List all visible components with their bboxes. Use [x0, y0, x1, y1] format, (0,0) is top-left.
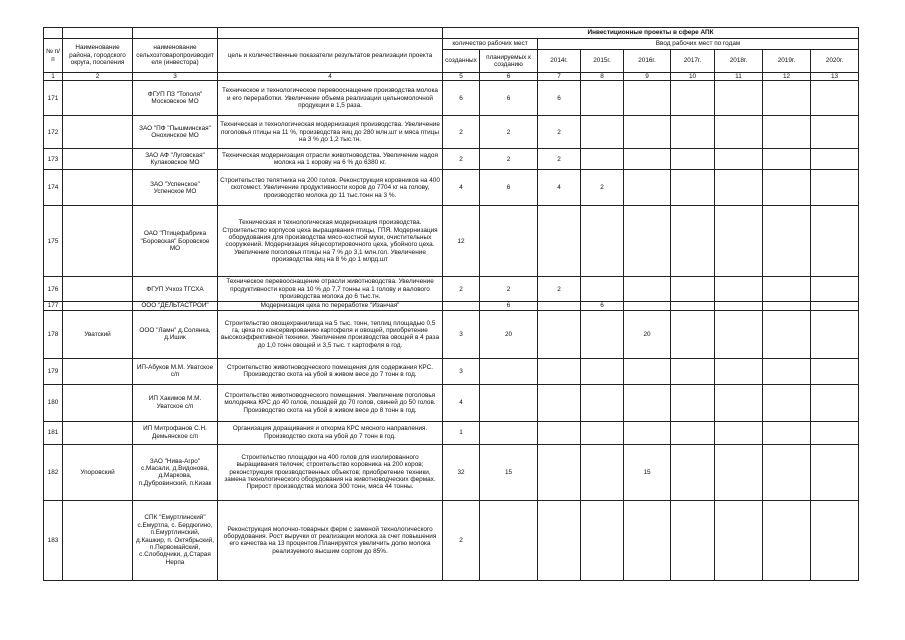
row-year-value: 6 [538, 81, 581, 116]
row-year-value [811, 277, 859, 302]
row-year-value [624, 421, 671, 444]
header-jobs: количество рабочих мест [443, 39, 538, 50]
row-jobs-created: 6 [443, 81, 480, 116]
row-district [63, 384, 133, 421]
row-jobs-created: 3 [443, 310, 480, 358]
table-row [44, 116, 859, 149]
row-number: 180 [44, 384, 63, 421]
row-year-value [671, 206, 715, 277]
row-year-value [581, 500, 624, 580]
row-number: 183 [44, 500, 63, 580]
row-year-value [715, 206, 763, 277]
row-investor: ФГУП Учхоз ТГСХА [133, 277, 218, 302]
column-number: 8 [581, 73, 624, 81]
row-year-value [581, 206, 624, 277]
table-row [44, 310, 859, 358]
row-year-value [624, 81, 671, 116]
row-goals: Техническая модернизация отрасли животноводства. Увеличение надоя молока на 1 корову на 6 % до 6380 кг. [218, 149, 443, 170]
header-district: Наименование района, городского округа, поселения [63, 39, 133, 73]
table-row [44, 421, 859, 444]
row-goals: Строительство животноводческого помещения для содержания КРС. Производство скота на убой в живом весе до 7 тонн в год. [218, 358, 443, 384]
row-number: 177 [44, 302, 63, 310]
header-year: 2016г. [624, 50, 671, 73]
header-year: 2020г. [811, 50, 859, 73]
row-year-value [763, 302, 811, 310]
row-jobs-created: 32 [443, 444, 480, 500]
row-year-value [811, 358, 859, 384]
row-year-value [715, 384, 763, 421]
table-row [44, 444, 859, 500]
row-district: Уватский [63, 310, 133, 358]
row-year-value [715, 310, 763, 358]
table-row [44, 277, 859, 302]
column-number: 3 [133, 73, 218, 81]
row-year-value [715, 500, 763, 580]
header-jobs-intro: Ввод рабочих мест по годам [538, 39, 859, 50]
table-title: Инвестиционные проекты в сфере АПК [443, 28, 859, 39]
column-number: 1 [44, 73, 63, 81]
row-jobs-created: 2 [443, 116, 480, 149]
row-investor: ЗАО АФ "Луговская" Кулаковское МО [133, 149, 218, 170]
row-year-value [715, 170, 763, 206]
row-goals: Техническое перевооснащение отрасли животноводства. Увеличение продуктивности коров на 10 % до 7,7 тонны на 1 голову и валового производства молока до 6 тыс.тн. [218, 277, 443, 302]
row-number: 175 [44, 206, 63, 277]
row-district [63, 421, 133, 444]
row-year-value [715, 421, 763, 444]
row-year-value [763, 358, 811, 384]
row-jobs-created: 3 [443, 358, 480, 384]
row-number: 181 [44, 421, 63, 444]
row-year-value [538, 444, 581, 500]
row-year-value [715, 149, 763, 170]
row-year-value [581, 444, 624, 500]
row-year-value [671, 310, 715, 358]
row-year-value: 2 [538, 149, 581, 170]
column-number: 7 [538, 73, 581, 81]
column-number: 6 [480, 73, 538, 81]
row-jobs-created: 4 [443, 384, 480, 421]
row-year-value [811, 81, 859, 116]
row-year-value [763, 500, 811, 580]
column-number: 9 [624, 73, 671, 81]
column-number: 13 [811, 73, 859, 81]
row-number: 171 [44, 81, 63, 116]
header-year: 2014г. [538, 50, 581, 73]
row-goals: Организация доращивания и откорма КРС мясного направления. Производство скота на убой до 7 тонн в год. [218, 421, 443, 444]
row-district [63, 500, 133, 580]
row-year-value [763, 444, 811, 500]
row-goals: Строительство телятника на 200 голов. Реконструкция коровников на 400 скотомест. Увеличение продуктивности коров до 7704 кг на голову, производство молока до 11 тыс.тонн на 3 %. [218, 170, 443, 206]
row-year-value [538, 302, 581, 310]
column-numbers-row [44, 73, 859, 81]
header-year: 2019г. [763, 50, 811, 73]
investment-projects-table [43, 27, 859, 581]
row-year-value [624, 149, 671, 170]
row-district [63, 149, 133, 170]
row-year-value: 2 [538, 116, 581, 149]
table-row [44, 302, 859, 310]
row-year-value [763, 384, 811, 421]
table-row [44, 170, 859, 206]
row-year-value [538, 421, 581, 444]
row-year-value [811, 384, 859, 421]
row-district [63, 81, 133, 116]
row-year-value [624, 116, 671, 149]
row-jobs-planned: 15 [480, 444, 538, 500]
row-year-value: 2 [538, 277, 581, 302]
row-year-value [671, 500, 715, 580]
row-year-value [581, 116, 624, 149]
row-year-value [624, 277, 671, 302]
row-year-value [581, 310, 624, 358]
row-year-value [671, 149, 715, 170]
row-year-value [811, 310, 859, 358]
row-investor: ИП-Абуков М.М. Уватское с/п [133, 358, 218, 384]
row-year-value [811, 500, 859, 580]
row-district [63, 116, 133, 149]
row-goals: Модернизация цеха по переработке "Изанчая" [218, 302, 443, 310]
row-district [63, 302, 133, 310]
row-goals: Строительство площадки на 400 голов для изолированного выращивания телочек; строительство коровника на 200 коров; реконструкция производственных объектов; приобретение техники, замена технологического оборудования на животноводческих фермах. Прирост производства молока 300 тонн, мяса 44 тонны. [218, 444, 443, 500]
row-year-value: 2 [581, 170, 624, 206]
row-investor: ЗАО "Успенское" Успенское МО [133, 170, 218, 206]
row-year-value [671, 421, 715, 444]
title-row [44, 28, 859, 39]
table-row [44, 358, 859, 384]
row-jobs-created: 4 [443, 170, 480, 206]
row-year-value [671, 277, 715, 302]
row-year-value [763, 149, 811, 170]
column-number: 4 [218, 73, 443, 81]
row-year-value [581, 149, 624, 170]
header-year: 2018г. [715, 50, 763, 73]
row-year-value [624, 358, 671, 384]
header-planned: планируемых к созданию [480, 50, 538, 73]
row-year-value: 15 [624, 444, 671, 500]
row-year-value [811, 116, 859, 149]
row-year-value [581, 358, 624, 384]
row-jobs-planned: 6 [480, 170, 538, 206]
row-year-value [671, 302, 715, 310]
row-goals: Строительство овощехранилища на 5 тыс. тонн, теплиц площадью 0,5 га, цеха по консервированию картофеля и овощей, приобретение высокоэффективной техники. Увеличение производства овощей в 4 раза до 1,0 тонн овощей и 3,5 тыс. т картофеля в год. [218, 310, 443, 358]
row-year-value [624, 170, 671, 206]
row-investor: ООО "ДЕЛЬТАСТРОЙ" [133, 302, 218, 310]
column-number: 12 [763, 73, 811, 81]
row-jobs-planned: 20 [480, 310, 538, 358]
row-number: 174 [44, 170, 63, 206]
row-year-value [581, 277, 624, 302]
row-year-value [624, 206, 671, 277]
row-year-value [763, 310, 811, 358]
row-year-value [538, 500, 581, 580]
table-row [44, 206, 859, 277]
row-year-value [624, 500, 671, 580]
row-year-value: 20 [624, 310, 671, 358]
row-jobs-planned [480, 358, 538, 384]
row-year-value [538, 384, 581, 421]
row-year-value [538, 206, 581, 277]
row-jobs-created: 2 [443, 277, 480, 302]
row-jobs-created: 2 [443, 149, 480, 170]
row-investor: ЗАО "ПФ "Пышминская" Онохинское МО [133, 116, 218, 149]
row-jobs-created [443, 302, 480, 310]
row-number: 182 [44, 444, 63, 500]
row-year-value [763, 421, 811, 444]
row-year-value [811, 302, 859, 310]
row-year-value: 6 [581, 302, 624, 310]
row-goals: Техническая и технологическая модернизация производства. Строительство корпусов цеха выращивания птицы, ГПЯ. Модернизация оборудования для производства мясо-костной муки, очистительных сооружений. Модернизация яйцесортировочного цеха, убойного цеха. Увеличение поголовья птицы на 7 % до 3,1 млн.гол. Увеличение производства яиц на 8 % до 1 млрд.шт [218, 206, 443, 277]
header-year: 2015г. [581, 50, 624, 73]
row-district [63, 206, 133, 277]
table-row [44, 500, 859, 580]
row-year-value [538, 358, 581, 384]
row-year-value [671, 81, 715, 116]
row-goals: Техническое и технологическое перевооснащение производства молока и его переработки. Увеличение объема реализации цельномолочной продукции в 1,5 раза. [218, 81, 443, 116]
row-year-value [763, 116, 811, 149]
row-year-value [624, 302, 671, 310]
header-created: созданных [443, 50, 480, 73]
row-goals: Техническая и технологическая модернизация производства. Увеличение поголовья птицы на 11 %, производства яиц до 280 млн.шт и мяса птицы на 3 % до 1,2 тыс.тн. [218, 116, 443, 149]
row-number: 179 [44, 358, 63, 384]
row-jobs-created: 12 [443, 206, 480, 277]
header-number: № п/п [44, 39, 63, 73]
row-investor: ФГУП ПЗ "Тополя" Московское МО [133, 81, 218, 116]
row-year-value [671, 444, 715, 500]
row-jobs-planned [480, 421, 538, 444]
column-number: 5 [443, 73, 480, 81]
row-jobs-planned [480, 384, 538, 421]
row-investor: ООО "Ламн" д.Солянка, д.Ишик [133, 310, 218, 358]
row-year-value [763, 206, 811, 277]
row-year-value [581, 81, 624, 116]
table-row [44, 81, 859, 116]
row-year-value [671, 116, 715, 149]
row-year-value [581, 421, 624, 444]
row-investor: ИП Митрофанов С.Н. Демьянское с/п [133, 421, 218, 444]
row-number: 176 [44, 277, 63, 302]
row-number: 172 [44, 116, 63, 149]
header-investor: наименование сельхозтоваропроизводителя (инвестора) [133, 39, 218, 73]
row-jobs-planned: 2 [480, 277, 538, 302]
table-row [44, 384, 859, 421]
row-number: 173 [44, 149, 63, 170]
row-investor: СПК "Емуртлинский" с.Емуртла, с. Бердюгино, п.Емуртлинский, д.Кашкир, п. Октябрьский, п.Первомайский, с.Слободчики, д.Старая Нерпа [133, 500, 218, 580]
row-year-value [763, 170, 811, 206]
row-jobs-planned: 6 [480, 302, 538, 310]
row-jobs-created: 1 [443, 421, 480, 444]
row-year-value [715, 444, 763, 500]
row-district [63, 170, 133, 206]
row-goals: Реконструкция молочно-товарных ферм с заменой технологического оборудования. Рост выручки от реализации молока за счет повышения его качества на 13 процентов.Планируется увеличить долю молока реализуемого высшим сортом до 85%. [218, 500, 443, 580]
header-year: 2017г. [671, 50, 715, 73]
row-year-value [715, 358, 763, 384]
row-year-value [811, 206, 859, 277]
row-jobs-planned: 2 [480, 116, 538, 149]
row-year-value: 4 [538, 170, 581, 206]
row-district: Упоровский [63, 444, 133, 500]
row-year-value [715, 116, 763, 149]
row-year-value [763, 277, 811, 302]
header-goals: цель и количественные показатели результатов реализации проекта [218, 39, 443, 73]
row-year-value [671, 170, 715, 206]
row-jobs-planned: 2 [480, 149, 538, 170]
row-number: 178 [44, 310, 63, 358]
row-year-value [715, 81, 763, 116]
row-investor: ЗАО "Нива-Агро" с.Масали, д.Видонова, д.Маркова, п.Дубровинский, п.Кизак [133, 444, 218, 500]
row-jobs-created: 2 [443, 500, 480, 580]
row-year-value [671, 384, 715, 421]
row-jobs-planned [480, 500, 538, 580]
row-district [63, 277, 133, 302]
row-goals: Строительство животноводческого помещения. Увеличение поголовья молодняка КРС до 40 голов, лошадей до 70 голов, свиней до 50 голов. Производство скота на убой в живом весе до 8 тонн в год. [218, 384, 443, 421]
row-year-value [671, 358, 715, 384]
row-year-value [811, 444, 859, 500]
column-number: 10 [671, 73, 715, 81]
row-investor: ОАО "Птицефабрика "Боровская" Боровское МО [133, 206, 218, 277]
row-investor: ИП Хакимов М.М. Уватское с/п [133, 384, 218, 421]
row-year-value [715, 302, 763, 310]
row-year-value [811, 421, 859, 444]
row-jobs-planned [480, 206, 538, 277]
header-row [44, 39, 859, 50]
column-number: 2 [63, 73, 133, 81]
row-year-value [538, 310, 581, 358]
column-number: 11 [715, 73, 763, 81]
row-year-value [715, 277, 763, 302]
row-jobs-planned: 6 [480, 81, 538, 116]
row-year-value [624, 384, 671, 421]
table-row [44, 149, 859, 170]
row-district [63, 358, 133, 384]
row-year-value [581, 384, 624, 421]
row-year-value [811, 170, 859, 206]
row-year-value [763, 81, 811, 116]
row-year-value [811, 149, 859, 170]
